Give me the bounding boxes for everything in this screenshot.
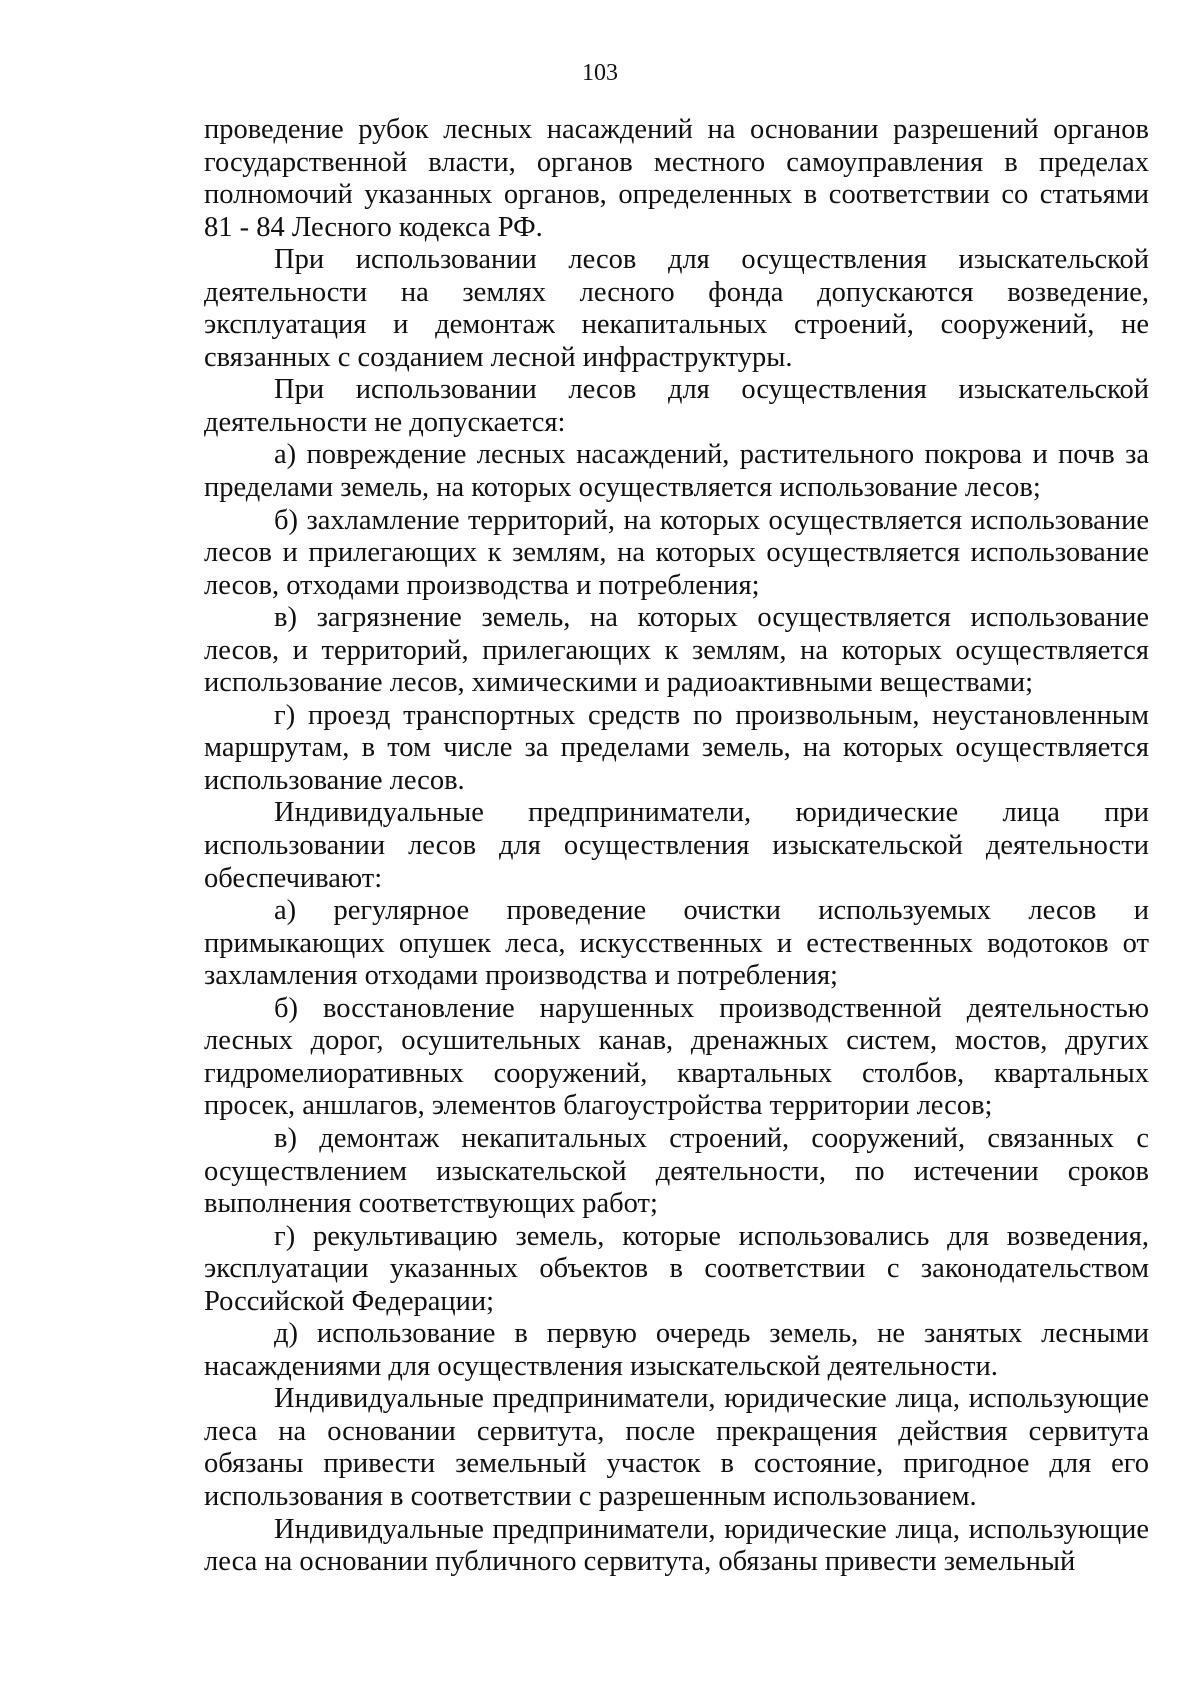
- list-item-a-1: а) повреждение лесных насаждений, растительного покрова и почв за пределами земель, на которых осуществляется использование лесов;: [204, 439, 1149, 504]
- paragraph-4: Индивидуальные предприниматели, юридические лица при использовании лесов для осуществления изыскательской деятельности обеспечивают:: [204, 797, 1149, 894]
- paragraph-1: проведение рубок лесных насаждений на основании разрешений органов государственной власти, органов местного самоуправления в пределах полномочий указанных органов, определенных в соответствии со статьями 81 - 84 Лесного кодекса РФ.: [204, 114, 1149, 243]
- list-item-v-1: в) загрязнение земель, на которых осуществляется использование лесов, и территорий, прилегающих к землям, на которых осуществляется использование лесов, химическими и радиоактивными веществами;: [204, 602, 1149, 699]
- paragraph-2: При использовании лесов для осуществления изыскательской деятельности на землях лесного фонда допускаются возведение, эксплуатация и демонтаж некапитальных строений, сооружений, не связанных с созданием лесной инфраструктуры.: [204, 244, 1149, 373]
- paragraph-6: Индивидуальные предприниматели, юридические лица, использующие леса на основании публичного сервитута, обязаны привести земельный: [204, 1513, 1149, 1578]
- list-item-b-2: б) восстановление нарушенных производственной деятельностью лесных дорог, осушительных канав, дренажных систем, мостов, других гидромелиоративных сооружений, квартальных столбов, квартальных просек, аншлагов, элементов благоустройства территории лесов;: [204, 992, 1149, 1122]
- list-item-g-2: г) рекультивацию земель, которые использовались для возведения, эксплуатации указанных объектов в соответствии с законодательством Российской Федерации;: [204, 1220, 1149, 1317]
- list-item-b-1: б) захламление территорий, на которых осуществляется использование лесов и прилегающих к землям, на которых осуществляется использование лесов, отходами производства и потребления;: [204, 504, 1149, 601]
- list-item-d-2: д) использование в первую очередь земель, не занятых лесными насаждениями для осуществления изыскательской деятельности.: [204, 1318, 1149, 1382]
- paragraph-3: При использовании лесов для осуществления изыскательской деятельности не допускается:: [204, 374, 1149, 438]
- document-body: [204, 114, 1149, 1579]
- list-item-g-1: г) проезд транспортных средств по произвольным, неустановленным маршрутам, в том числе за пределами земель, на которых осуществляется использование лесов.: [204, 699, 1149, 796]
- page-number: 103: [582, 60, 618, 86]
- paragraph-5: Индивидуальные предприниматели, юридические лица, использующие леса на основании сервитута, после прекращения действия сервитута обязаны привести земельный участок в состояние, пригодное для его использования в соответствии с разрешенным использованием.: [204, 1383, 1149, 1512]
- list-item-a-2: а) регулярное проведение очистки используемых лесов и примыкающих опушек леса, искусственных и естественных водотоков от захламления отходами производства и потребления;: [204, 895, 1149, 992]
- list-item-v-2: в) демонтаж некапитальных строений, сооружений, связанных с осуществлением изыскательской деятельности, по истечении сроков выполнения соответствующих работ;: [204, 1122, 1149, 1220]
